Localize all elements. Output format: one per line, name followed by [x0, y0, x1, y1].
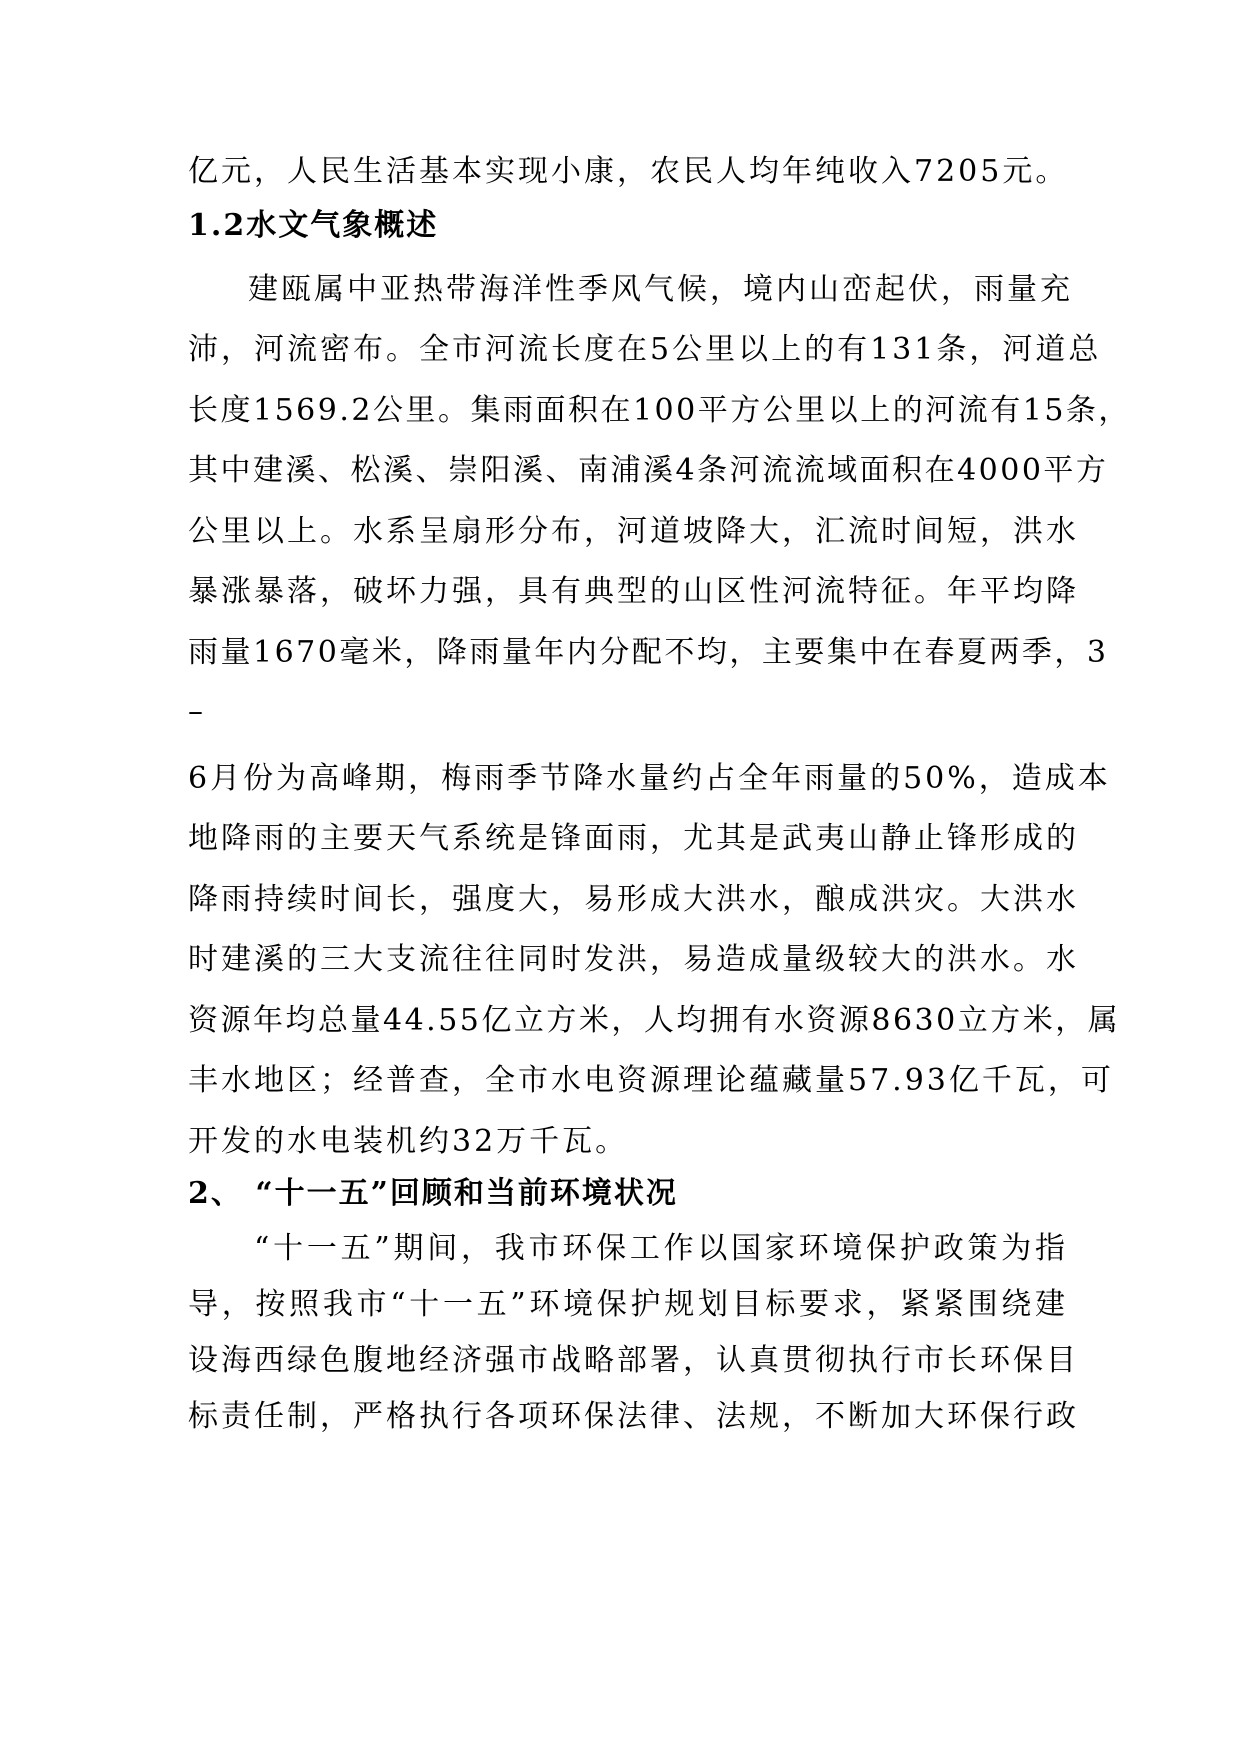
paragraph-line: 亿元，人民生活基本实现小康，农民人均年纯收入7205元。	[188, 154, 1069, 189]
paragraph-line: 设海西绿色腹地经济强市战略部署，认真贯彻执行市长环保目	[188, 1343, 1079, 1378]
paragraph-line: 丰水地区；经普查，全市水电资源理论蕴藏量57.93亿千瓦，可	[188, 1063, 1114, 1098]
paragraph-line: 长度1569.2公里。集雨面积在100平方公里以上的河流有15条，	[188, 393, 1131, 428]
paragraph-line: 暴涨暴落，破坏力强，具有典型的山区性河流特征。年平均降	[188, 574, 1079, 609]
paragraph-line: 资源年均总量44.55亿立方米，人均拥有水资源8630立方米，属	[188, 1003, 1121, 1038]
paragraph-line: –	[188, 694, 206, 729]
paragraph-line: 其中建溪、松溪、崇阳溪、南浦溪4条河流流域面积在4000平方	[188, 453, 1109, 488]
paragraph-line: 时建溪的三大支流往往同时发洪，易造成量级较大的洪水。水	[188, 942, 1079, 977]
paragraph-line: 开发的水电装机约32万千瓦。	[188, 1124, 629, 1159]
paragraph-line: “十一五”期间，我市环保工作以国家环境保护政策为指	[254, 1231, 1068, 1266]
section-heading: 1.2水文气象概述	[188, 208, 439, 243]
paragraph-line: 地降雨的主要天气系统是锋面雨，尤其是武夷山静止锋形成的	[188, 821, 1079, 856]
paragraph-line: 6月份为高峰期，梅雨季节降水量约占全年雨量的50%，造成本	[188, 761, 1111, 796]
paragraph-line: 雨量1670毫米，降雨量年内分配不均，主要集中在春夏两季，3	[188, 635, 1109, 670]
paragraph-line: 沛，河流密布。全市河流长度在5公里以上的有131条，河道总	[188, 332, 1102, 367]
paragraph-line: 公里以上。水系呈扇形分布，河道坡降大，汇流时间短，洪水	[188, 514, 1079, 549]
paragraph-line: 标责任制，严格执行各项环保法律、法规，不断加大环保行政	[188, 1399, 1079, 1434]
section-heading: 2、 “十一五”回顾和当前环境状况	[188, 1176, 678, 1211]
paragraph-line: 导，按照我市“十一五”环境保护规划目标要求，紧紧围绕建	[188, 1287, 1068, 1322]
paragraph-line: 降雨持续时间长，强度大，易形成大洪水，酿成洪灾。大洪水	[188, 882, 1079, 917]
paragraph-line: 建瓯属中亚热带海洋性季风气候，境内山峦起伏，雨量充	[248, 272, 1073, 307]
